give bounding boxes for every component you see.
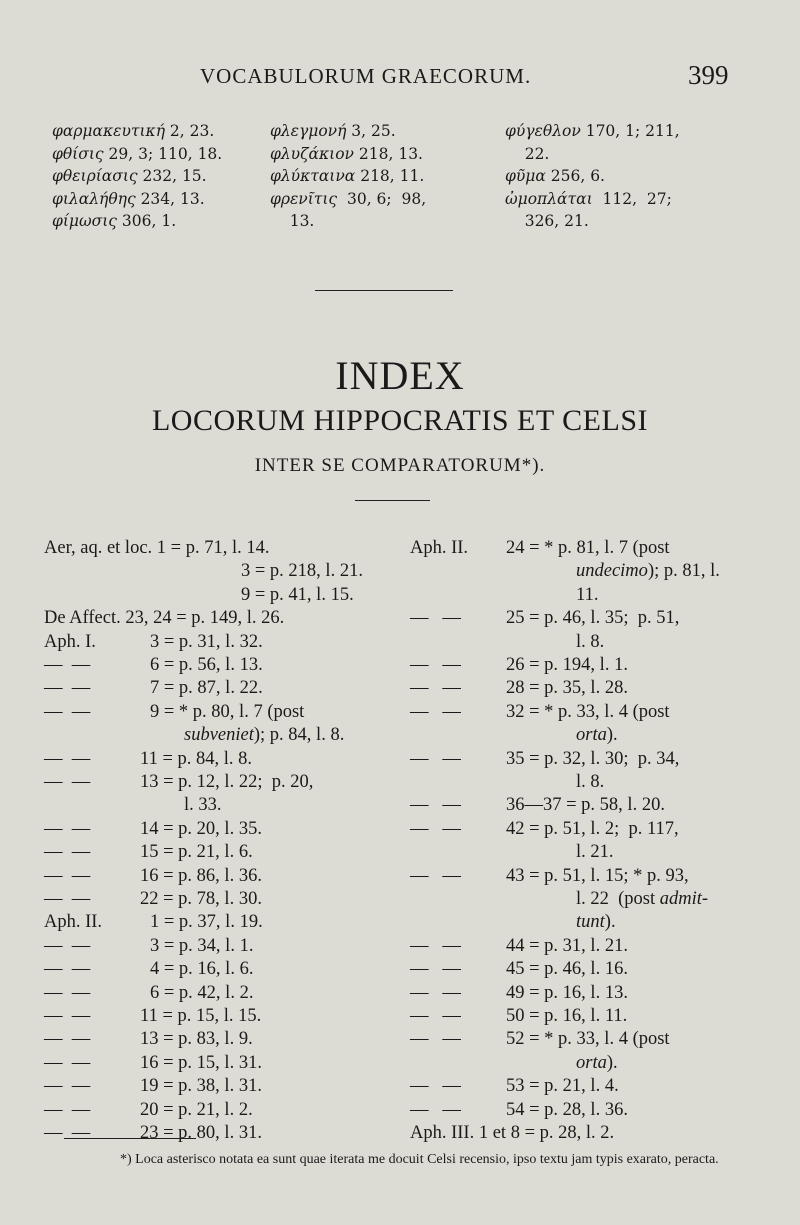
index-reference: 15 = p. 21, l. 6. — [140, 842, 253, 863]
divider-rule — [315, 290, 453, 291]
vocab-word: φλυζάκιον — [270, 144, 354, 163]
index-entry — [576, 583, 598, 607]
index-section-label: — — — [410, 678, 461, 699]
vocab-entry — [52, 188, 222, 211]
page-number: 399 — [688, 60, 729, 90]
vocab-word: φῦμα — [505, 167, 546, 185]
index-italic-note: undecimo — [576, 561, 648, 582]
vocab-reference: 218, 13. — [353, 144, 423, 163]
index-entry — [44, 747, 252, 771]
index-entry — [44, 630, 263, 654]
vocab-column-1 — [52, 120, 222, 233]
index-entry — [44, 887, 262, 911]
index-entry — [44, 1121, 262, 1145]
index-entry — [44, 1004, 261, 1028]
index-entry — [576, 770, 604, 794]
index-entry — [410, 934, 628, 958]
index-entry — [44, 1027, 253, 1051]
index-entry — [44, 1051, 262, 1075]
index-section-label: Aer, aq. et loc. — [44, 538, 157, 558]
index-section-label: — — — [410, 748, 461, 769]
index-entry — [410, 653, 628, 677]
index-entry — [44, 676, 263, 700]
index-entry — [410, 676, 628, 700]
index-section-label: — — — [410, 608, 461, 629]
index-section-label: — — — [44, 772, 91, 792]
index-reference-tail: ); p. 84, l. 8. — [253, 725, 345, 746]
index-subtitle-secondary: INTER SE COMPARATORUM*). — [254, 455, 546, 476]
index-reference: 7 = p. 87, l. 22. — [150, 678, 263, 699]
index-entry — [410, 1098, 628, 1122]
vocab-word: φίμωσις — [52, 212, 117, 230]
vocab-reference: 170, 1; 211, — [580, 122, 680, 140]
index-reference: 52 = * p. 33, l. 4 (post — [506, 1029, 670, 1050]
index-section-label: Aph. II. — [410, 538, 469, 558]
index-reference: l. 22 (post — [576, 889, 660, 909]
index-reference: 26 = p. 194, l. 1. — [506, 655, 628, 675]
index-reference: l. 33. — [184, 795, 222, 816]
index-entry — [44, 606, 284, 630]
vocab-reference: 2, 23. — [164, 122, 215, 140]
vocab-reference: 29, 3; 110, 18. — [103, 144, 223, 163]
index-entry — [410, 747, 679, 771]
index-section-label: — — — [410, 982, 461, 1003]
vocab-entry — [505, 165, 680, 188]
index-section-label: — — — [410, 701, 461, 722]
index-section-label: Aph. I. — [44, 631, 96, 652]
vocab-entry — [52, 210, 222, 233]
index-entry — [44, 840, 253, 864]
index-entry — [410, 957, 628, 981]
index-entry — [44, 934, 253, 958]
index-section-label: — — — [44, 1076, 91, 1097]
index-section-label: — — — [410, 795, 461, 816]
index-reference: 11 = p. 15, l. 15. — [140, 1006, 262, 1026]
index-section-label: — — — [44, 678, 91, 699]
vocab-reference: 256, 6. — [545, 167, 605, 185]
index-section-label: — — — [410, 1099, 461, 1120]
vocab-word: φλύκταινα — [270, 167, 356, 185]
vocab-word: φιλαλήθης — [52, 189, 136, 208]
index-entry — [576, 887, 708, 911]
index-entry — [44, 1074, 262, 1098]
index-entry — [576, 559, 720, 583]
index-section-label: — — — [410, 1076, 461, 1097]
vocab-entry — [52, 143, 222, 166]
vocab-word: φρενῖτις — [270, 189, 338, 208]
index-section-label: — — — [410, 1029, 461, 1050]
index-entry — [44, 700, 304, 724]
index-section-label: — — — [44, 748, 91, 769]
index-entry — [44, 536, 269, 560]
index-reference: 3 = p. 34, l. 1. — [150, 935, 254, 956]
index-reference: 4 = p. 16, l. 6. — [150, 959, 254, 980]
index-section-label: De Affect. — [44, 608, 126, 629]
index-section-label: Aph. II. — [44, 912, 103, 933]
index-reference: 19 = p. 38, l. 31. — [140, 1076, 262, 1097]
index-entry — [410, 536, 670, 560]
vocab-reference: 3, 25. — [346, 122, 396, 140]
index-entry — [44, 653, 263, 677]
index-entry — [410, 793, 665, 817]
vocab-word: φαρμακευτική — [52, 122, 165, 140]
index-entry — [241, 583, 354, 607]
vocab-reference: 232, 15. — [137, 167, 207, 185]
index-reference: 23 = p. 80, l. 31. — [140, 1123, 262, 1143]
divider-rule-short — [355, 500, 430, 501]
index-reference: 13 = p. 12, l. 22; p. 20, — [140, 772, 314, 792]
vocab-entry — [270, 210, 426, 233]
index-section-label: — — — [410, 959, 461, 980]
footnote: *) Loca asterisco notata ea sunt quae iterata me docuit Celsi recensio, ipso textu jam typis exarato, peracta. — [120, 1152, 719, 1167]
index-reference: 3 = p. 31, l. 32. — [150, 631, 263, 652]
vocab-word: φλεγμονή — [270, 122, 347, 140]
index-italic-note: subveniet — [184, 725, 254, 746]
index-reference: 42 = p. 51, l. 2; p. 117, — [506, 818, 679, 839]
index-section-label: — — — [44, 865, 91, 886]
index-reference: 45 = p. 46, l. 16. — [506, 959, 628, 980]
index-reference: 13 = p. 83, l. 9. — [140, 1029, 253, 1050]
index-reference: 14 = p. 20, l. 35. — [140, 818, 262, 839]
index-section-label: — — — [410, 935, 461, 956]
index-reference: 1 = p. 37, l. 19. — [150, 912, 263, 933]
index-section-label: — — — [44, 959, 91, 980]
vocab-reference: 22. — [505, 144, 550, 163]
index-reference: 1 = p. 71, l. 14. — [156, 538, 270, 558]
vocab-entry — [52, 120, 222, 143]
index-reference: 28 = p. 35, l. 28. — [506, 678, 628, 699]
index-reference: 22 = p. 78, l. 30. — [140, 889, 262, 909]
index-reference: l. 8. — [576, 631, 605, 652]
index-section-label: — — — [410, 1006, 461, 1026]
index-reference: 43 = p. 51, l. 15; * p. 93, — [506, 865, 689, 886]
index-reference-tail: ). — [606, 1052, 618, 1073]
index-entry — [44, 981, 253, 1005]
index-entry — [44, 957, 253, 981]
index-entry — [44, 864, 262, 888]
vocab-reference: 326, 21. — [505, 212, 589, 230]
vocab-entry — [505, 188, 680, 211]
index-entry — [410, 1074, 619, 1098]
index-subtitle: LOCORUM HIPPOCRATIS ET CELSI — [151, 404, 648, 437]
index-italic-note: admit- — [659, 889, 709, 909]
index-reference: 36—37 = p. 58, l. 20. — [506, 795, 665, 816]
index-reference: 9 = p. 41, l. 15. — [241, 584, 354, 605]
index-reference: 6 = p. 56, l. 13. — [150, 655, 263, 675]
index-reference-tail: ); p. 81, l. — [647, 561, 720, 582]
index-entry — [576, 723, 618, 747]
vocab-column-2 — [270, 120, 426, 233]
index-reference: l. 21. — [576, 842, 614, 863]
vocab-word: ὠμοπλάται — [505, 189, 593, 208]
vocab-entry — [505, 120, 680, 143]
index-section-label: — — — [44, 1099, 91, 1120]
index-section-label: — — — [44, 1123, 91, 1143]
index-section-label: — — — [44, 982, 91, 1003]
index-section-label: — — — [44, 818, 91, 839]
index-entry — [410, 1027, 670, 1051]
index-title: INDEX — [335, 353, 465, 398]
index-entry — [576, 1051, 618, 1075]
index-reference: 6 = p. 42, l. 2. — [150, 982, 254, 1003]
index-reference-tail: ). — [606, 725, 618, 746]
index-reference: 35 = p. 32, l. 30; p. 34, — [506, 748, 680, 769]
index-entry — [410, 981, 628, 1005]
index-section-label: — — — [44, 1029, 91, 1050]
vocab-word: φθειρίασις — [52, 167, 138, 185]
index-reference: 24 = * p. 81, l. 7 (post — [506, 538, 670, 558]
index-entry — [576, 840, 614, 864]
index-reference: 50 = p. 16, l. 11. — [506, 1006, 628, 1026]
index-section-label: — — — [410, 655, 461, 675]
index-reference: 11 = p. 84, l. 8. — [140, 748, 253, 769]
index-reference: 3 = p. 218, l. 21. — [241, 561, 363, 582]
index-reference: 11. — [576, 584, 599, 605]
index-italic-note: orta — [576, 725, 607, 746]
index-entry — [410, 606, 679, 630]
index-reference: l. 8. — [576, 772, 605, 792]
index-entry — [184, 723, 344, 747]
index-section-label: — — — [44, 655, 91, 675]
index-entry — [576, 910, 616, 934]
index-reference: 16 = p. 15, l. 31. — [140, 1052, 262, 1073]
vocab-reference: 13. — [270, 212, 315, 230]
index-section-label: — — — [44, 842, 91, 863]
greek-vocabulary-list — [0, 120, 800, 270]
vocab-word: φύγεθλον — [505, 122, 581, 140]
index-reference: 23, 24 = p. 149, l. 26. — [125, 608, 285, 629]
index-reference: 1 et 8 = p. 28, l. 2. — [478, 1123, 615, 1143]
vocab-reference: 306, 1. — [116, 212, 177, 230]
index-entry — [410, 1121, 614, 1145]
index-entry — [410, 700, 670, 724]
running-title: VOCABULORUM GRAECORUM. — [200, 64, 532, 88]
vocab-entry — [270, 188, 426, 211]
vocab-entry — [270, 143, 426, 166]
index-section-label: — — — [44, 701, 91, 722]
vocab-reference: 218, 11. — [355, 167, 425, 185]
index-section-label: — — — [410, 818, 461, 839]
index-section-label: — — — [410, 865, 461, 886]
index-entry — [576, 630, 604, 654]
index-entry — [44, 910, 263, 934]
index-entry — [241, 559, 363, 583]
index-entry — [410, 1004, 627, 1028]
index-entry — [44, 1098, 253, 1122]
vocab-column-3 — [505, 120, 680, 233]
index-entry — [410, 817, 679, 841]
index-reference: 9 = * p. 80, l. 7 (post — [150, 701, 305, 722]
vocab-reference: 234, 13. — [135, 189, 205, 208]
index-reference: 20 = p. 21, l. 2. — [140, 1099, 253, 1120]
index-reference-tail: ). — [604, 912, 616, 933]
vocab-word: φθίσις — [52, 144, 104, 163]
vocab-entry — [270, 120, 426, 143]
footnote-rule — [64, 1138, 196, 1139]
index-reference: 54 = p. 28, l. 36. — [506, 1099, 628, 1120]
index-entry — [184, 793, 222, 817]
index-section-label: — — — [44, 1052, 91, 1073]
index-reference: 25 = p. 46, l. 35; p. 51, — [506, 608, 680, 629]
index-entry — [44, 770, 313, 794]
index-entry — [44, 817, 262, 841]
vocab-reference: 112, 27; — [592, 189, 672, 208]
vocab-entry — [270, 165, 426, 188]
index-italic-note: tunt — [576, 912, 605, 933]
vocab-reference: 30, 6; 98, — [337, 189, 427, 208]
index-section-label: — — — [44, 1006, 91, 1026]
index-reference: 32 = * p. 33, l. 4 (post — [506, 701, 670, 722]
index-reference: 16 = p. 86, l. 36. — [140, 865, 262, 886]
index-section-label: Aph. III. — [410, 1123, 479, 1143]
index-reference: 44 = p. 31, l. 21. — [506, 935, 628, 956]
index-section-label: — — — [44, 889, 91, 909]
vocab-entry — [52, 165, 222, 188]
index-reference: 49 = p. 16, l. 13. — [506, 982, 628, 1003]
vocab-entry — [505, 143, 680, 166]
index-entry — [410, 864, 689, 888]
vocab-entry — [505, 210, 680, 233]
index-italic-note: orta — [576, 1052, 607, 1073]
index-reference: 53 = p. 21, l. 4. — [506, 1076, 619, 1097]
index-section-label: — — — [44, 935, 91, 956]
